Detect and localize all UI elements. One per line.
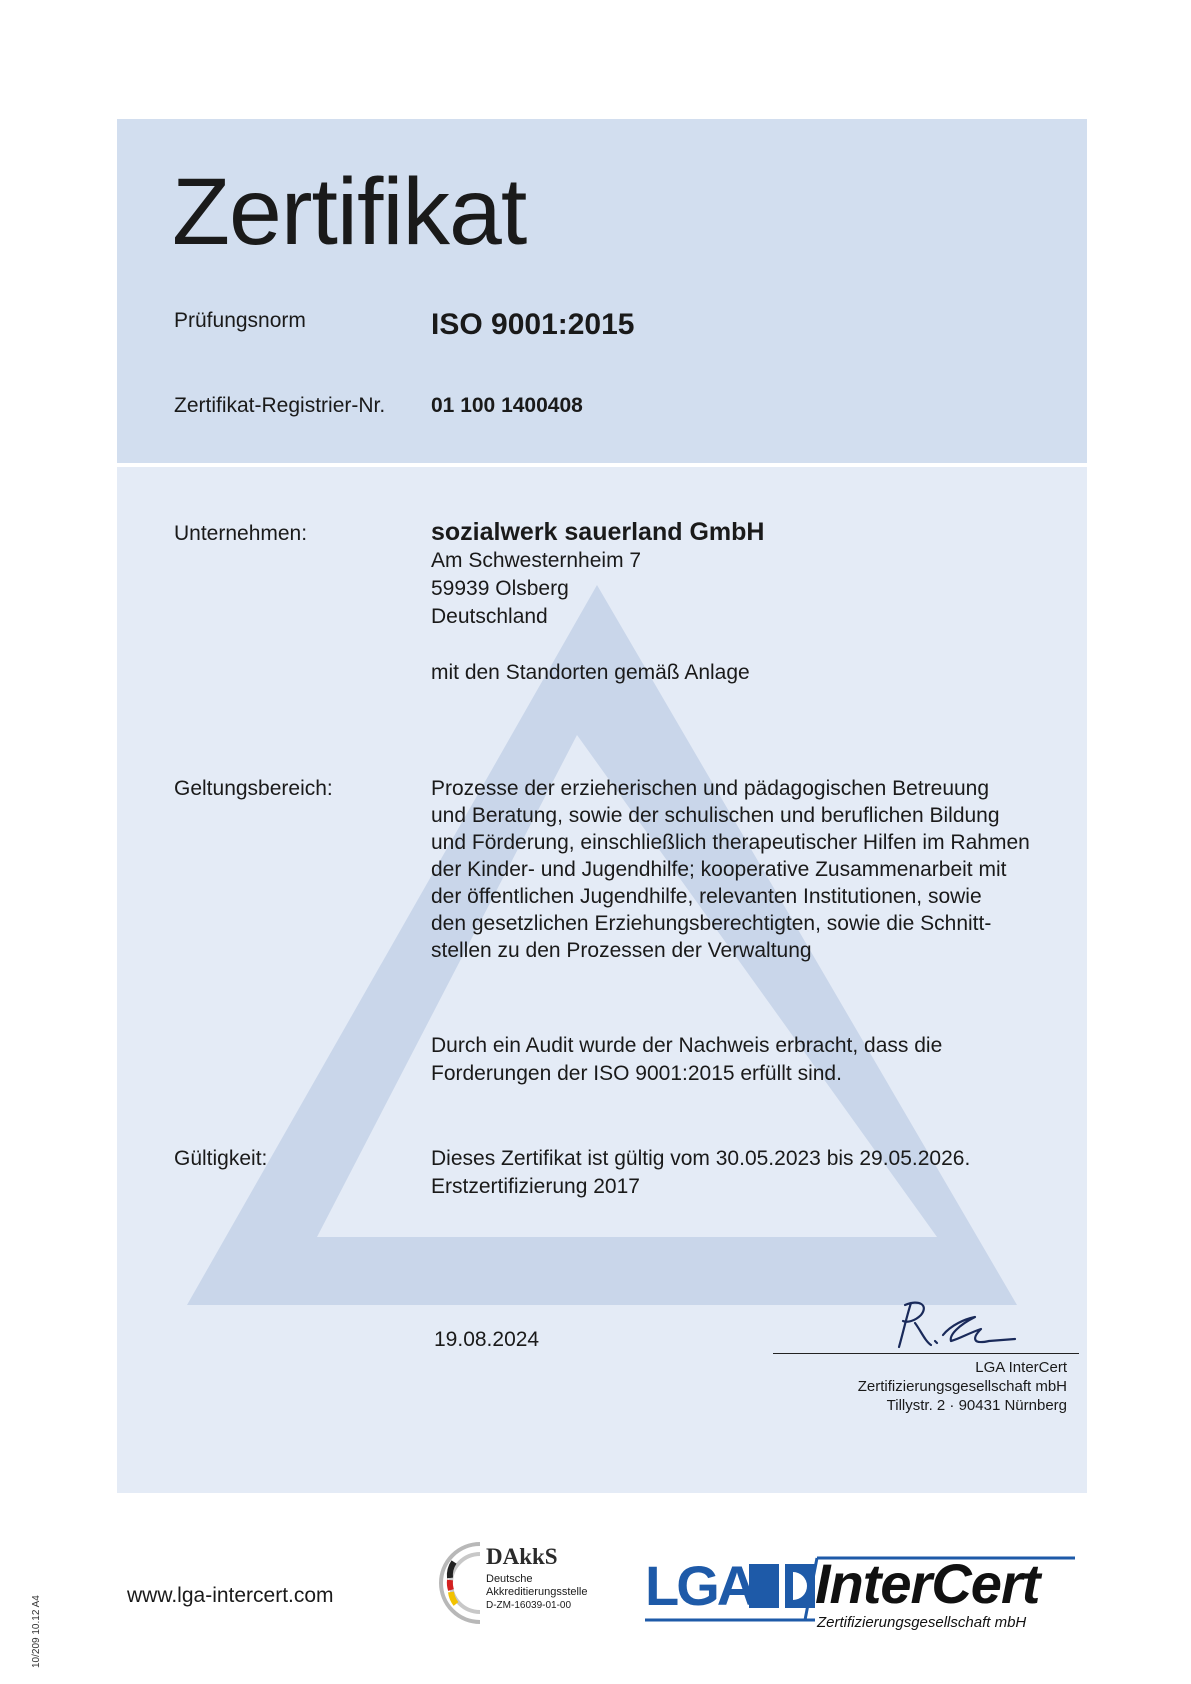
validity-period: Dieses Zertifikat ist gültig vom 30.05.2023 bis 29.05.2026. bbox=[431, 1147, 971, 1170]
scope-line: der öffentlichen Jugendhilfe, relevanten Institutionen, sowie bbox=[431, 885, 982, 908]
document-code: 10/209 10.12 A4 bbox=[31, 1595, 42, 1668]
scope-line: den gesetzlichen Erziehungsberechtigten, sowie die Schnitt- bbox=[431, 912, 992, 935]
dakks-brand: DAkkS bbox=[486, 1544, 558, 1569]
issuer-company: Zertifizierungsgesellschaft mbH bbox=[857, 1378, 1067, 1395]
certificate-title: Zertifikat bbox=[172, 159, 527, 265]
company-country: Deutschland bbox=[431, 605, 548, 628]
scope-line: und Förderung, einschließlich therapeutischer Hilfen im Rahmen bbox=[431, 831, 1030, 854]
dakks-line3: D-ZM-16039-01-00 bbox=[486, 1600, 572, 1611]
scope-line: stellen zu den Prozessen der Verwaltung bbox=[431, 939, 812, 962]
scope-label: Geltungsbereich: bbox=[174, 777, 333, 800]
scope-line: Prozesse der erzieherischen und pädagogischen Betreuung bbox=[431, 777, 990, 800]
validity-text bbox=[431, 1145, 970, 1201]
standard-label: Prüfungsnorm bbox=[174, 309, 306, 332]
dakks-line2: Akkreditierungsstelle bbox=[486, 1586, 588, 1598]
audit-line: Durch ein Audit wurde der Nachweis erbracht, dass die bbox=[431, 1034, 943, 1057]
website-link[interactable]: www.lga-intercert.com bbox=[127, 1584, 334, 1607]
issuer-address: Tillystr. 2 · 90431 Nürnberg bbox=[886, 1397, 1067, 1414]
registration-number: 01 100 1400408 bbox=[431, 394, 583, 417]
validity-label: Gültigkeit: bbox=[174, 1147, 268, 1170]
company-city: 59939 Olsberg bbox=[431, 577, 569, 600]
scope-line: und Beratung, sowie der schulischen und beruflichen Bildung bbox=[431, 804, 1000, 827]
signature-line bbox=[773, 1353, 1079, 1354]
audit-statement bbox=[431, 1032, 942, 1088]
lga-brand: LGA bbox=[645, 1554, 755, 1617]
intercert-tagline: Zertifizierungsgesellschaft mbH bbox=[817, 1614, 1027, 1631]
dakks-logo bbox=[420, 1530, 620, 1645]
audit-line: Forderungen der ISO 9001:2015 erfüllt sind. bbox=[431, 1062, 842, 1085]
issuer-name: LGA InterCert bbox=[975, 1359, 1067, 1376]
signature-icon bbox=[885, 1295, 1025, 1355]
intercert-brand: InterCert bbox=[815, 1552, 1040, 1615]
company-label: Unternehmen: bbox=[174, 522, 308, 545]
first-certification: Erstzertifizierung 2017 bbox=[431, 1175, 640, 1198]
scope-line: der Kinder- und Jugendhilfe; kooperative Zusammenarbeit mit bbox=[431, 858, 1007, 881]
company-name: sozialwerk sauerland GmbH bbox=[431, 518, 765, 546]
issuer-block bbox=[858, 1358, 1067, 1415]
dakks-line1: Deutsche bbox=[486, 1573, 533, 1585]
standard-value: ISO 9001:2015 bbox=[431, 308, 635, 341]
lga-intercert-logo bbox=[645, 1552, 1090, 1636]
company-street: Am Schwesternheim 7 bbox=[431, 549, 642, 572]
dakks-emblem-icon bbox=[420, 1538, 490, 1628]
issue-date: 19.08.2024 bbox=[434, 1328, 540, 1351]
registration-label: Zertifikat-Registrier-Nr. bbox=[174, 394, 386, 417]
sites-note: mit den Standorten gemäß Anlage bbox=[431, 661, 750, 684]
scope-text bbox=[431, 775, 1081, 964]
